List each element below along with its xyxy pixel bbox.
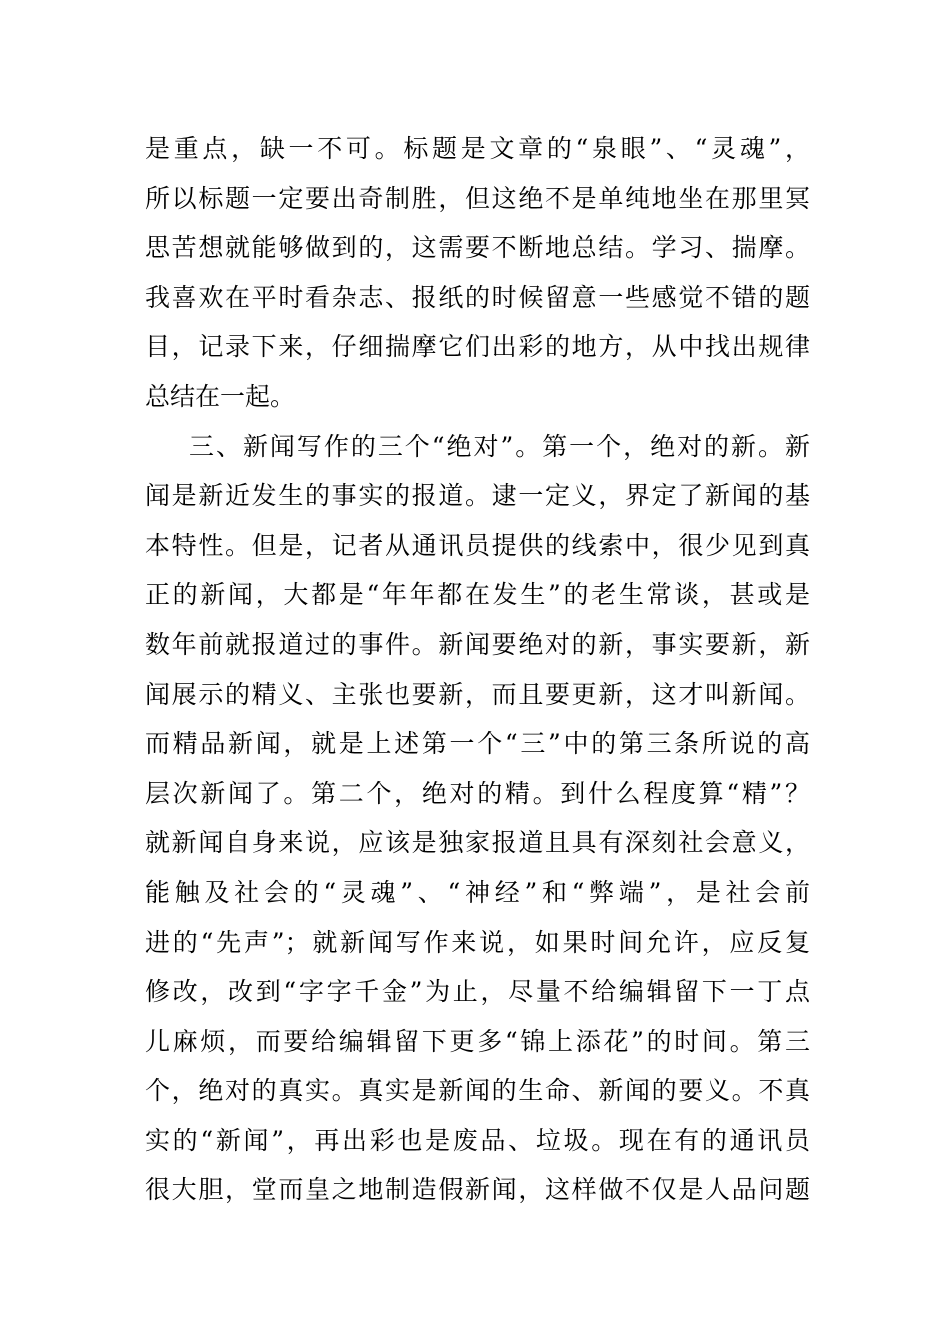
text-line: 闻是新近发生的事实的报道。逮一定义，界定了新闻的基 [145,481,810,511]
text-line: 修改，改到“字字千金”为止，尽量不给编辑留下一丁点 [145,977,810,1007]
text-line: 总结在一起。 [145,381,296,411]
text-line: 闻展示的精义、主张也要新，而且要更新，这才叫新闻。 [145,679,810,709]
text-line: 儿麻烦，而要给编辑留下更多“锦上添花”的时间。第三 [145,1026,810,1056]
text-line: 本特性。但是，记者从通讯员提供的线索中，很少见到真 [145,530,810,560]
text-line: 很大胆，堂而皇之地制造假新闻，这样做不仅是人品问题 [145,1175,810,1205]
text-line: 能触及社会的“灵魂”、“神经”和“弊端”，是社会前 [145,877,810,907]
text-line: 实的“新闻”，再出彩也是废品、垃圾。现在有的通讯员 [145,1125,810,1155]
body-text [145,124,810,1215]
text-line: 我喜欢在平时看杂志、报纸的时候留意一些感觉不错的题 [145,282,810,312]
text-line: 而精品新闻，就是上述第一个“三”中的第三条所说的高 [145,729,810,759]
text-line: 就新闻自身来说，应该是独家报道且具有深刻社会意义， [145,828,810,858]
text-line: 是重点，缺一不可。标题是文章的“泉眼”、“灵魂”， [145,134,810,163]
text-line: 进的“先声”；就新闻写作来说，如果时间允许，应反复 [145,927,810,957]
text-line: 层次新闻了。第二个，绝对的精。到什么程度算“精”？ [145,778,810,808]
text-line: 数年前就报道过的事件。新闻要绝对的新，事实要新，新 [145,629,810,659]
text-line: 个，绝对的真实。真实是新闻的生命、新闻的要义。不真 [145,1076,810,1106]
text-line: 所以标题一定要出奇制胜，但这绝不是单纯地坐在那里冥 [145,183,810,213]
text-line: 思苦想就能够做到的，这需要不断地总结。学习、揣摩。 [145,233,810,263]
paragraph-start-line: 三、新闻写作的三个“绝对”。第一个，绝对的新。新 [189,431,810,461]
text-line: 目，记录下来，仔细揣摩它们出彩的地方，从中找出规律 [145,332,810,362]
text-line: 正的新闻，大都是“年年都在发生”的老生常谈，甚或是 [145,580,810,610]
